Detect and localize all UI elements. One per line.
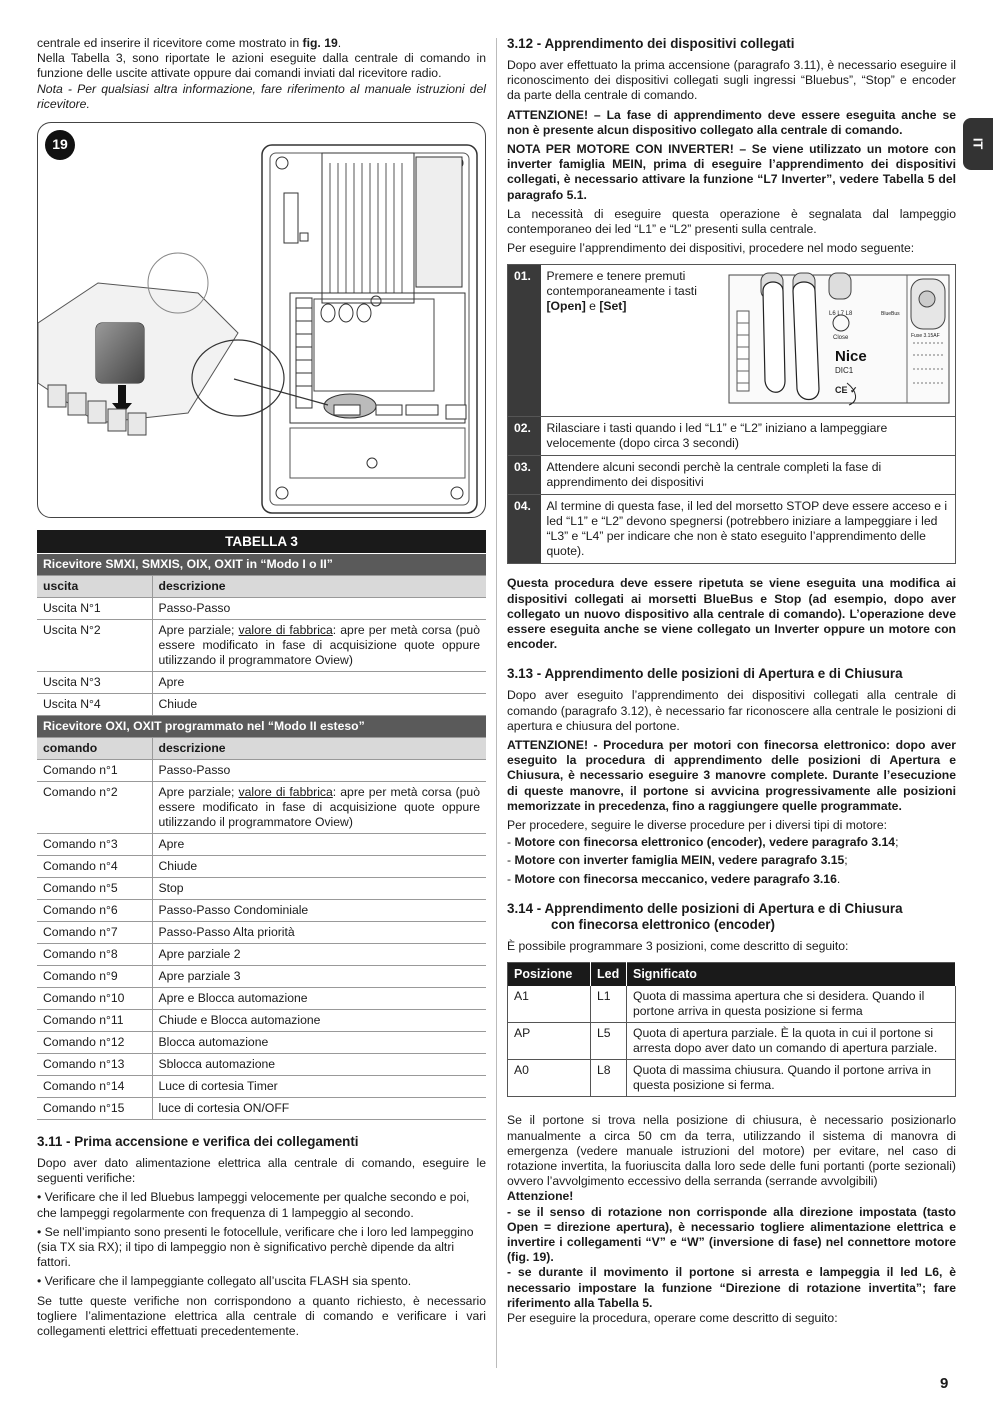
attention-item: - se durante il movimento il portone si arresta e lampeggia il led L6, è necessario impostare la funzione “Direzione di rotazione invertita”; fare riferimento alla Tabella 5. — [507, 1265, 956, 1310]
positions-table — [507, 962, 956, 1097]
table-row — [37, 944, 486, 966]
table-cell: Stop — [152, 878, 486, 900]
section-3-14-title: 3.14 - Apprendimento delle posizioni di Apertura e di Chiusura con finecorsa elettronico (encoder) — [507, 900, 903, 932]
table-cell: Uscita N°3 — [37, 672, 152, 694]
table-cell: AP — [508, 1023, 591, 1060]
table-cell: Comando n°1 — [37, 760, 152, 782]
step-number: 03. — [508, 456, 541, 495]
table-cell: Chiude — [152, 856, 486, 878]
table-cell: Quota di massima apertura che si desidera. Quando il portone arriva in questa posizione si ferma — [627, 986, 956, 1023]
table-row — [37, 834, 486, 856]
svg-text:CE ✓: CE ✓ — [834, 385, 858, 396]
table-row — [508, 1060, 956, 1097]
section-3-12-paragraph-2: La necessità di eseguire questa operazione è segnalata dal lampeggio contemporaneo dei led “L1” e “L2” presenti sulla centrale. — [507, 206, 956, 237]
table-3-header-descrizione: descrizione — [152, 576, 486, 598]
table-cell: Comando n°10 — [37, 988, 152, 1010]
table-cell: Comando n°9 — [37, 966, 152, 988]
figure-number: 19 — [45, 130, 75, 160]
table-cell: Comando n°7 — [37, 922, 152, 944]
bullet-item: • Se nell’impianto sono presenti le fotocellule, verificare che i loro led lampeggino (sia TX sia RX); il tipo di lampeggio non è significativo perchè dipende da altri fattori. — [37, 1224, 474, 1270]
table-3-section-1: Ricevitore SMXI, SMXIS, OIX, OXIT in “Modo I o II” — [37, 554, 486, 576]
table-cell: Comando n°14 — [37, 1076, 152, 1098]
encoder-warning: ATTENZIONE! - Procedura per motori con finecorsa elettronico: dopo aver eseguito la procedura di apprendimento delle posizioni di Apertura e Chiusura, è necessario eseguire 3 manovre complete. Durante l’esecuzione di queste manovre, il portone si avvicina progressivamente alle posizioni memorizzate in precedenza, fino a raggiungere quelle programmate. — [507, 738, 956, 813]
table-row — [37, 856, 486, 878]
table-cell: Apre — [152, 672, 486, 694]
table-cell: Uscita N°4 — [37, 694, 152, 716]
control-unit-illustration — [38, 123, 486, 518]
section-3-14-paragraph-3: Per eseguire la procedura, operare come descritto di seguito: — [507, 1310, 838, 1325]
table-cell: Uscita N°1 — [37, 598, 152, 620]
attention-item: - se il senso di rotazione non corrisponde alla direzione impostata (tasto Open = direzione apertura), è necessario togliere alimentazione elettrica e invertire i collegamenti “V” e “W” (inversione di fase) nel connettore motore (fig. 19). — [507, 1204, 956, 1265]
table-row — [37, 878, 486, 900]
step-number: 02. — [508, 417, 541, 456]
table-row — [37, 922, 486, 944]
bullet-item: • Verificare che il lampeggiante collegato all’uscita FLASH sia spento. — [37, 1274, 412, 1289]
table-cell: Passo-Passo — [152, 760, 486, 782]
table-cell: Chiude e Blocca automazione — [152, 1010, 486, 1032]
button-press-illustration — [727, 271, 951, 411]
positions-header-led: Led — [591, 963, 627, 987]
step-row — [508, 456, 956, 495]
table-cell: Comando n°13 — [37, 1054, 152, 1076]
step-row — [508, 265, 956, 417]
table-cell: Uscita N°2 — [37, 620, 152, 672]
table-row — [508, 1023, 956, 1060]
table-cell: L5 — [591, 1023, 627, 1060]
right-column — [507, 36, 956, 1330]
table-3-title: TABELLA 3 — [37, 530, 486, 554]
table-cell: Comando n°11 — [37, 1010, 152, 1032]
section-3-12-paragraph-3: Per eseguire l’apprendimento dei dispositivi, procedere nel modo seguente: — [507, 241, 915, 256]
table-row — [37, 1010, 486, 1032]
attention-title: Attenzione! — [507, 1189, 574, 1204]
table-cell: Passo-Passo Condominiale — [152, 900, 486, 922]
svg-text:Nice: Nice — [834, 348, 867, 366]
table-row — [37, 782, 486, 834]
table-cell: Passo-Passo — [152, 598, 486, 620]
step-row — [508, 495, 956, 564]
list-item: - Motore con finecorsa meccanico, vedere paragrafo 3.16. — [507, 871, 841, 886]
section-3-12-title: 3.12 - Apprendimento dei dispositivi collegati — [507, 36, 795, 51]
intro-note: Nota - Per qualsiasi altra informazione, fare riferimento al manuale istruzioni del ricevitore. — [37, 81, 486, 111]
table-row — [37, 672, 486, 694]
svg-text:BlueBus: BlueBus — [880, 311, 900, 318]
bullet-item: • Verificare che il led Bluebus lampeggi velocemente per qualche secondo e poi, che lampeggi regolarmente con frequenza di 1 lampeggio al secondo. — [37, 1190, 470, 1220]
section-3-13-paragraph: Dopo aver eseguito l’apprendimento dei dispositivi collegati alla centrale di comando (paragrafo 3.12), è necessario far riconoscere alla centrale le posizioni di apertura e chiusura del portone. — [507, 688, 956, 733]
procedure-steps — [507, 264, 956, 564]
step-text: Premere e tenere premuti contemporaneamente i tasti [Open] e [Set] L6 L7 L8 BlueBus Fuse 3.15AF Close Nice DIC1 CE ✓ — [541, 265, 956, 417]
step-number: 04. — [508, 495, 541, 564]
table-row — [37, 1032, 486, 1054]
table-3-section-2: Ricevitore OXI, OXIT programmato nel “Modo II esteso” — [37, 716, 486, 738]
table-row — [37, 620, 486, 672]
table-cell: Comando n°12 — [37, 1032, 152, 1054]
table-cell: Sblocca automazione — [152, 1054, 486, 1076]
list-item: - Motore con finecorsa elettronico (encoder), vedere paragrafo 3.14; — [507, 835, 899, 850]
table-3 — [37, 530, 486, 1120]
section-3-13-title: 3.13 - Apprendimento delle posizioni di Apertura e di Chiusura — [507, 666, 903, 682]
left-column — [37, 36, 486, 1343]
table-cell: luce di cortesia ON/OFF — [152, 1098, 486, 1120]
step-text: Rilasciare i tasti quando i led “L1” e “L2” iniziano a lampeggiare velocemente (dopo circa 3 secondi) — [541, 417, 956, 456]
table-cell: Luce di cortesia Timer — [152, 1076, 486, 1098]
table-row — [37, 1054, 486, 1076]
table-cell: L1 — [591, 986, 627, 1023]
table-row — [508, 986, 956, 1023]
table-3-header-descrizione-2: descrizione — [152, 738, 486, 760]
svg-text:DIC1: DIC1 — [834, 366, 853, 376]
table-cell: Comando n°4 — [37, 856, 152, 878]
figure-19 — [37, 122, 486, 518]
section-3-13-paragraph-2: Per procedere, seguire le diverse procedure per i diversi tipi di motore: — [507, 818, 888, 833]
table-row — [37, 760, 486, 782]
table-row — [37, 1076, 486, 1098]
table-row — [37, 988, 486, 1010]
step-row — [508, 417, 956, 456]
step-number: 01. — [508, 265, 541, 417]
table-cell: Apre parziale; valore di fabbrica: apre per metà corsa (può essere modificato in fase di acquisizione quote oppure utilizzando il programmatore Oview) — [152, 620, 486, 672]
svg-text:L6 L7 L8: L6 L7 L8 — [828, 311, 852, 318]
step-text: Attendere alcuni secondi perchè la centrale completi la fase di apprendimento dei dispositivi — [541, 456, 956, 495]
page-number: 9 — [940, 1375, 949, 1392]
table-cell: Apre parziale; valore di fabbrica: apre per metà corsa (può essere modificato in fase di acquisizione quote oppure utilizzando il programmatore Oview) — [152, 782, 486, 834]
section-3-11-paragraph: Dopo aver dato alimentazione elettrica alla centrale di comando, eseguire le seguenti verifiche: — [37, 1156, 486, 1186]
step-text: Al termine di questa fase, il led del morsetto STOP deve essere acceso e i led “L1” e “L2” devono spegnersi (potrebbero iniziare a lampeggiare i led “L3” e “L4” per indicare che non è stato eseguito l’apprendimento delle quote). — [541, 495, 956, 564]
procedure-repeat-note: Questa procedura deve essere ripetuta se viene eseguita una modifica ai dispositivi collegati ai morsetti BlueBus e Stop (ad esempio, dopo aver collegato un nuovo dispositivo alla centrale di comando). L’operazione deve essere eseguita anche se viene collegato un Inverter oppure un motore con encoder. — [507, 576, 956, 652]
table-row — [37, 694, 486, 716]
list-item: - Motore con inverter famiglia MEIN, vedere paragrafo 3.15; — [507, 853, 848, 868]
svg-text:Close: Close — [832, 335, 848, 342]
table-cell: Apre — [152, 834, 486, 856]
table-cell: Apre parziale 2 — [152, 944, 486, 966]
table-cell: L8 — [591, 1060, 627, 1097]
section-3-11-title: 3.11 - Prima accensione e verifica dei collegamenti — [37, 1134, 359, 1150]
table-row — [37, 966, 486, 988]
table-cell: Comando n°5 — [37, 878, 152, 900]
inverter-note: NOTA PER MOTORE CON INVERTER! – Se viene utilizzato un motore con inverter famiglia MEIN, prima di eseguire l’apprendimento dei dispositivi collegati, è necessario attivare la funzione “L7 Inverter”, vedere Tabella 5 del paragrafo 5.1. — [507, 142, 956, 202]
warning-paragraph: ATTENZIONE! – La fase di apprendimento deve essere eseguita anche se non è presente alcun dispositivo collegato alla centrale di comando. — [507, 107, 956, 137]
table-cell: Comando n°8 — [37, 944, 152, 966]
table-cell: Comando n°2 — [37, 782, 152, 834]
language-tab: IT — [963, 118, 993, 170]
table-cell: Quota di massima chiusura. Quando il portone arriva in questa posizione si ferma. — [627, 1060, 956, 1097]
section-3-14-paragraph: È possibile programmare 3 posizioni, come descritto di seguito: — [507, 938, 849, 953]
table-cell: Quota di apertura parziale. È la quota in cui il portone si arresta dopo aver dato un comando di apertura parziale. — [627, 1023, 956, 1060]
section-3-12-paragraph: Dopo aver effettuato la prima accensione (paragrafo 3.11), è necessario eseguire il riconoscimento dei dispositivi collegati sugli ingressi “Bluebus”, “Stop” e encoder da parte della centrale di comando. — [507, 58, 956, 103]
table-cell: Apre parziale 3 — [152, 966, 486, 988]
table-row — [37, 1098, 486, 1120]
intro-paragraph-2: Nella Tabella 3, sono riportate le azioni eseguite dalla centrale di comando in funzione delle uscite attivate oppure dai comandi inviati dal ricevitore radio. — [37, 51, 486, 81]
table-3-header-comando: comando — [37, 738, 152, 760]
table-3-header-uscita: uscita — [37, 576, 152, 598]
section-3-11-paragraph-2: Se tutte queste verifiche non corrispondono a quanto richiesto, è necessario togliere l’alimentazione elettrica alla centrale di comando e verificare i vari collegamenti elettrici effettuati precedentemente. — [37, 1293, 486, 1339]
positions-header-posizione: Posizione — [508, 963, 591, 987]
table-row — [37, 900, 486, 922]
table-cell: Apre e Blocca automazione — [152, 988, 486, 1010]
column-divider — [496, 38, 497, 1368]
table-cell: Comando n°6 — [37, 900, 152, 922]
table-cell: Chiude — [152, 694, 486, 716]
section-3-14-paragraph-2: Se il portone si trova nella posizione di chiusura, è necessario posizionarlo manualmente a circa 50 cm da terra, utilizzando il sistema di manovra di emergenza (vedere manuale istruzioni del motore) per evitare, nel caso di rotazione invertita, la fuoriuscita dalla loro sede delle funi portanti (porte sezionali) ovvero l’avvolgimento eccessivo della serranda (serrande avvolgibili) — [507, 1113, 956, 1189]
intro-paragraph: centrale ed inserire il ricevitore come mostrato in fig. 19. — [37, 36, 342, 50]
table-cell: Passo-Passo Alta priorità — [152, 922, 486, 944]
table-cell: Blocca automazione — [152, 1032, 486, 1054]
table-cell: A0 — [508, 1060, 591, 1097]
svg-text:Fuse 3.15AF: Fuse 3.15AF — [910, 333, 940, 340]
table-cell: A1 — [508, 986, 591, 1023]
table-cell: Comando n°15 — [37, 1098, 152, 1120]
table-row — [37, 598, 486, 620]
positions-header-significato: Significato — [627, 963, 956, 987]
table-cell: Comando n°3 — [37, 834, 152, 856]
